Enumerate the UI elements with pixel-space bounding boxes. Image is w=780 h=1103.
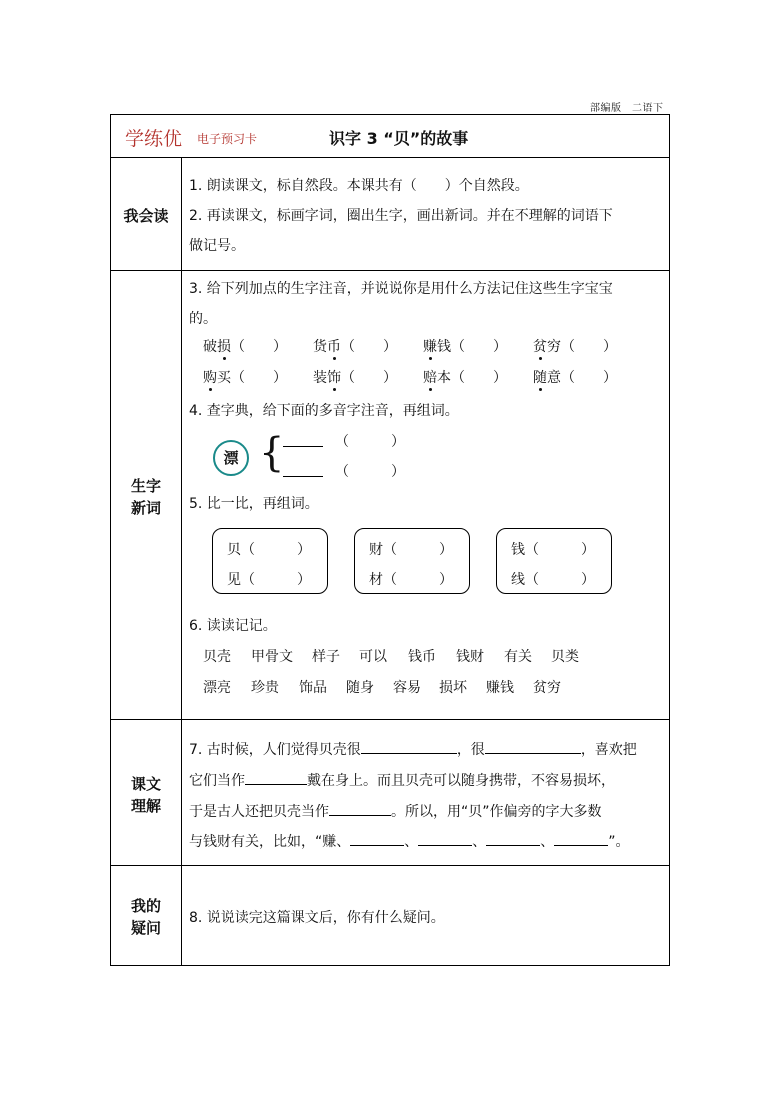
- section-label-line: 我的: [130, 897, 161, 915]
- dotted-char: 赚: [423, 339, 437, 355]
- divider: [111, 270, 669, 271]
- fill-blank[interactable]: [329, 801, 391, 816]
- column-divider: [181, 157, 182, 965]
- question-4: 4. 查字典，给下面的多音字注音，再组词。: [189, 403, 459, 419]
- dotted-char: 随: [533, 370, 547, 386]
- question-3: 3. 给下列加点的生字注音，并说说你是用什么方法记住这些生字宝宝: [189, 281, 613, 297]
- memo-word: 赚钱: [486, 680, 514, 696]
- edition-label: 部编版 二语下: [590, 103, 664, 114]
- pinyin-row-1: 破损（ ） 货币（ ） 赚钱（ ） 贫穷（ ）: [203, 339, 617, 355]
- section-label-read: 我会读: [123, 207, 169, 225]
- answer-blank[interactable]: （ ）: [561, 339, 617, 355]
- fill-blank[interactable]: [554, 831, 608, 846]
- question-7-line-1: 7. 古时候，人们觉得贝壳很 ，很 ，喜欢把: [189, 739, 637, 759]
- section-label-understand: [111, 773, 181, 817]
- question-7-line-2: 它们当作 戴在身上。而且贝壳可以随身携带，不容易损坏，: [189, 770, 615, 790]
- answer-blank[interactable]: （ ）: [341, 370, 397, 386]
- compare-box: [354, 528, 470, 594]
- brand-logo: 学练优: [125, 128, 183, 150]
- polyphone-char: 漂: [213, 440, 249, 476]
- question-5: 5. 比一比，再组词。: [189, 496, 319, 512]
- fill-blank[interactable]: [361, 739, 457, 754]
- memo-word: 珍贵: [251, 680, 279, 696]
- dotted-char: 赔: [423, 370, 437, 386]
- memo-word: 钱财: [456, 649, 484, 665]
- section-label-line: 疑问: [130, 919, 161, 937]
- question-7-line-4: 与钱财有关，比如，“赚、 、 、 、 ”。: [189, 831, 630, 851]
- memo-word: 贝类: [551, 649, 579, 665]
- question-6: 6. 读读记记。: [189, 618, 277, 634]
- fill-blank[interactable]: [418, 831, 472, 846]
- dotted-char: 贫: [533, 339, 547, 355]
- question-3-cont: 的。: [189, 311, 217, 327]
- memo-word: 甲骨文: [251, 649, 293, 665]
- memo-word: 饰品: [299, 680, 327, 696]
- question-8: 8. 说说读完这篇课文后，你有什么疑问。: [189, 910, 445, 926]
- word-blank[interactable]: （ ）: [335, 464, 405, 480]
- memo-word: 样子: [312, 649, 340, 665]
- memo-row-2: [203, 677, 663, 697]
- memo-word: 贫穷: [533, 680, 561, 696]
- fill-blank[interactable]: [245, 770, 307, 785]
- memo-word: 贝壳: [203, 649, 231, 665]
- fill-blank[interactable]: [350, 831, 404, 846]
- section-label-line: 新词: [130, 499, 161, 517]
- answer-blank[interactable]: （ ）: [451, 370, 507, 386]
- answer-blank[interactable]: （ ）: [561, 370, 617, 386]
- memo-word: 漂亮: [203, 680, 231, 696]
- section-label-words: [111, 475, 181, 519]
- divider: [111, 719, 669, 720]
- compare-word[interactable]: 钱（ ）: [511, 542, 595, 558]
- compare-word[interactable]: 财（ ）: [369, 542, 453, 558]
- question-2: 2. 再读课文，标画字词，圈出生字，画出新词。并在不理解的词语下: [189, 208, 613, 224]
- brace-icon: {: [259, 430, 285, 476]
- memo-word: 钱币: [408, 649, 436, 665]
- section-label-line: 理解: [130, 797, 161, 815]
- memo-word: 容易: [393, 680, 421, 696]
- pinyin-row-2: 购买（ ） 装饰（ ） 赔本（ ） 随意（ ）: [203, 370, 617, 386]
- compare-box: [212, 528, 328, 594]
- pinyin-blank[interactable]: [283, 476, 323, 477]
- question-7-line-3: 于是古人还把贝壳当作 。所以，用“贝”作偏旁的字大多数: [189, 801, 602, 821]
- word-blank[interactable]: （ ）: [335, 434, 405, 450]
- memo-row-1: [203, 646, 663, 666]
- dotted-char: 饰: [327, 370, 341, 386]
- answer-blank[interactable]: （ ）: [231, 370, 287, 386]
- dotted-char: 购: [203, 370, 217, 386]
- section-label-line: 生字: [130, 477, 161, 495]
- question-2-cont: 做记号。: [189, 238, 245, 254]
- dotted-char: 币: [327, 339, 341, 355]
- question-1: 1. 朗读课文，标自然段。本课共有（ ）个自然段。: [189, 178, 529, 194]
- compare-box: [496, 528, 612, 594]
- dotted-char: 损: [217, 339, 231, 355]
- answer-blank[interactable]: （ ）: [231, 339, 287, 355]
- fill-blank[interactable]: [485, 739, 581, 754]
- memo-word: 随身: [346, 680, 374, 696]
- preview-card: [110, 114, 670, 966]
- lesson-title: 识字 3 “贝”的故事: [329, 129, 469, 148]
- section-label-line: 课文: [130, 775, 161, 793]
- compare-word[interactable]: 贝（ ）: [227, 542, 311, 558]
- divider: [111, 157, 669, 158]
- memo-word: 可以: [359, 649, 387, 665]
- divider: [111, 865, 669, 866]
- compare-word[interactable]: 材（ ）: [369, 572, 453, 588]
- answer-blank[interactable]: （ ）: [341, 339, 397, 355]
- brand-subtitle: 电子预习卡: [197, 132, 258, 146]
- memo-word: 损坏: [439, 680, 467, 696]
- section-label-question: [111, 895, 181, 939]
- compare-word[interactable]: 线（ ）: [511, 572, 595, 588]
- compare-word[interactable]: 见（ ）: [227, 572, 311, 588]
- memo-word: 有关: [504, 649, 532, 665]
- answer-blank[interactable]: （ ）: [451, 339, 507, 355]
- fill-blank[interactable]: [486, 831, 540, 846]
- pinyin-blank[interactable]: [283, 446, 323, 447]
